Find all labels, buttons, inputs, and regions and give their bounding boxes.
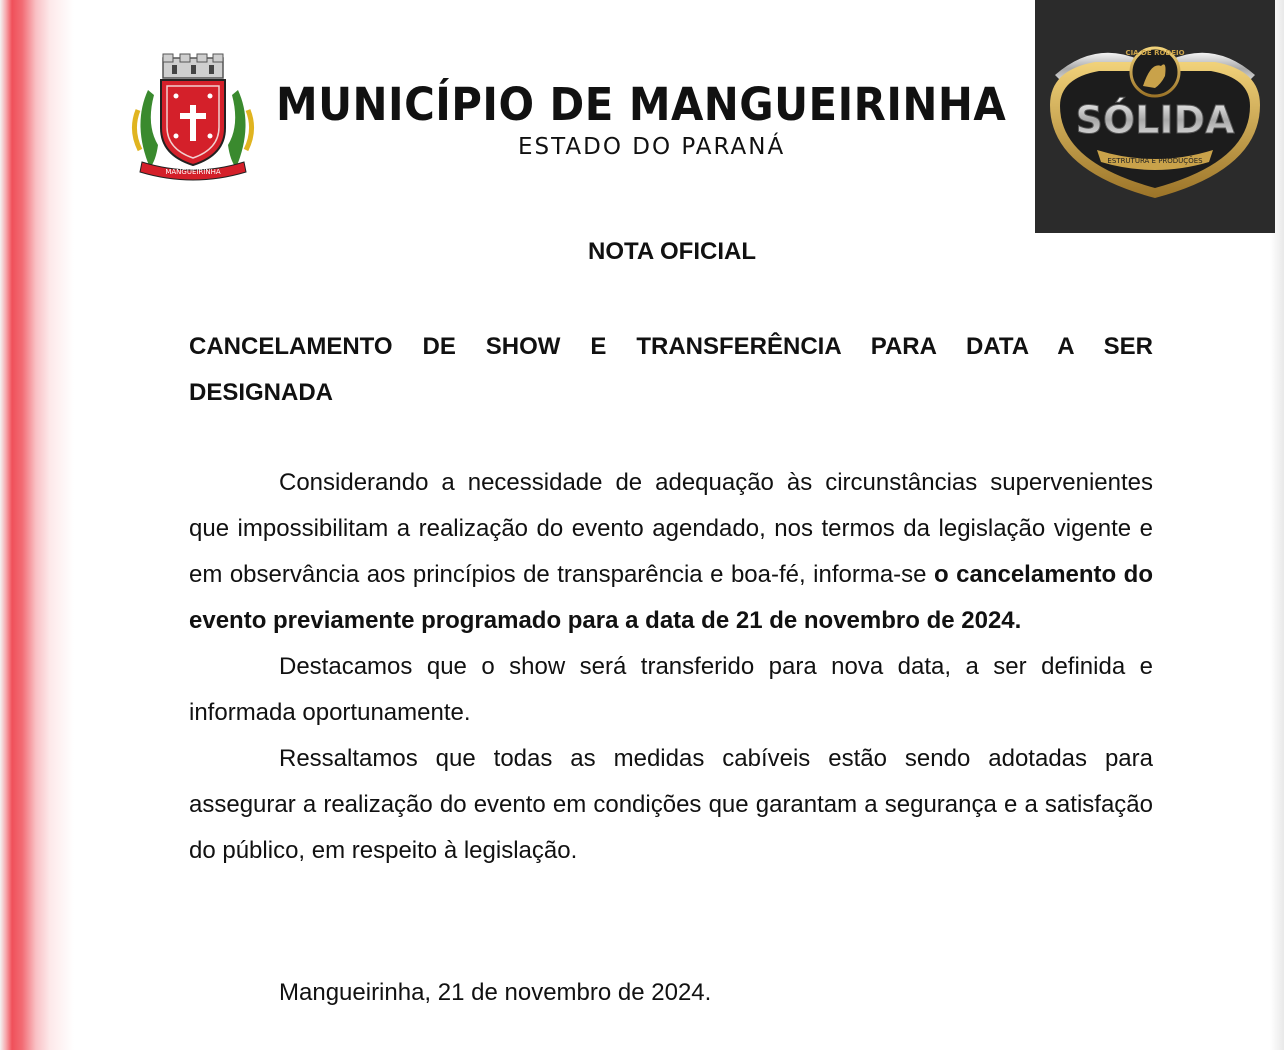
paragraph-2: Destacamos que o show será transferido para nova data, a ser definida e informada oportunamente. [189,653,1153,726]
paragraph-3: Ressaltamos que todas as medidas cabíveis estão sendo adotadas para assegurar a realização do evento em condições que garantam a segurança e a satisfação do público, em respeito à legislação. [189,745,1153,864]
municipal-crest-logo [128,50,258,185]
state-subtitle: ESTADO DO PARANÁ [518,134,786,160]
paragraph-1 [189,460,1153,644]
page-edge-shadow [0,0,74,1050]
document-body [189,460,1153,874]
sponsor-wordmark: SÓLIDA [1075,98,1235,142]
sponsor-logo [1035,0,1275,233]
subject-line-2: DESIGNADA [189,379,334,406]
sponsor-arc-text: CIA DE RODEIO [1125,49,1185,57]
paragraph-1-bold: o cancelamento do evento previamente programado para a data de 21 de novembro de 2024. [189,561,1153,634]
sponsor-tagline: ESTRUTURA E PRODUÇÕES [1107,157,1203,165]
document-label: NOTA OFICIAL [588,238,756,265]
closing-date-line: Mangueirinha, 21 de novembro de 2024. [279,979,712,1006]
crest-banner-text: MANGUEIRINHA [165,168,221,176]
municipality-title: MUNICÍPIO DE MANGUEIRINHA [276,78,1007,131]
document-subject [189,324,1153,416]
subject-line-1: CANCELAMENTO DE SHOW E TRANSFERÊNCIA PARA DATA A SER [189,333,1153,360]
paragraph-1-text: Considerando a necessidade de adequação às circunstâncias supervenientes que impossibilitam a realização do evento agendado, nos termos da legislação vigente e em observância aos princípios de transparência e boa-fé, informa-se [189,469,1153,588]
